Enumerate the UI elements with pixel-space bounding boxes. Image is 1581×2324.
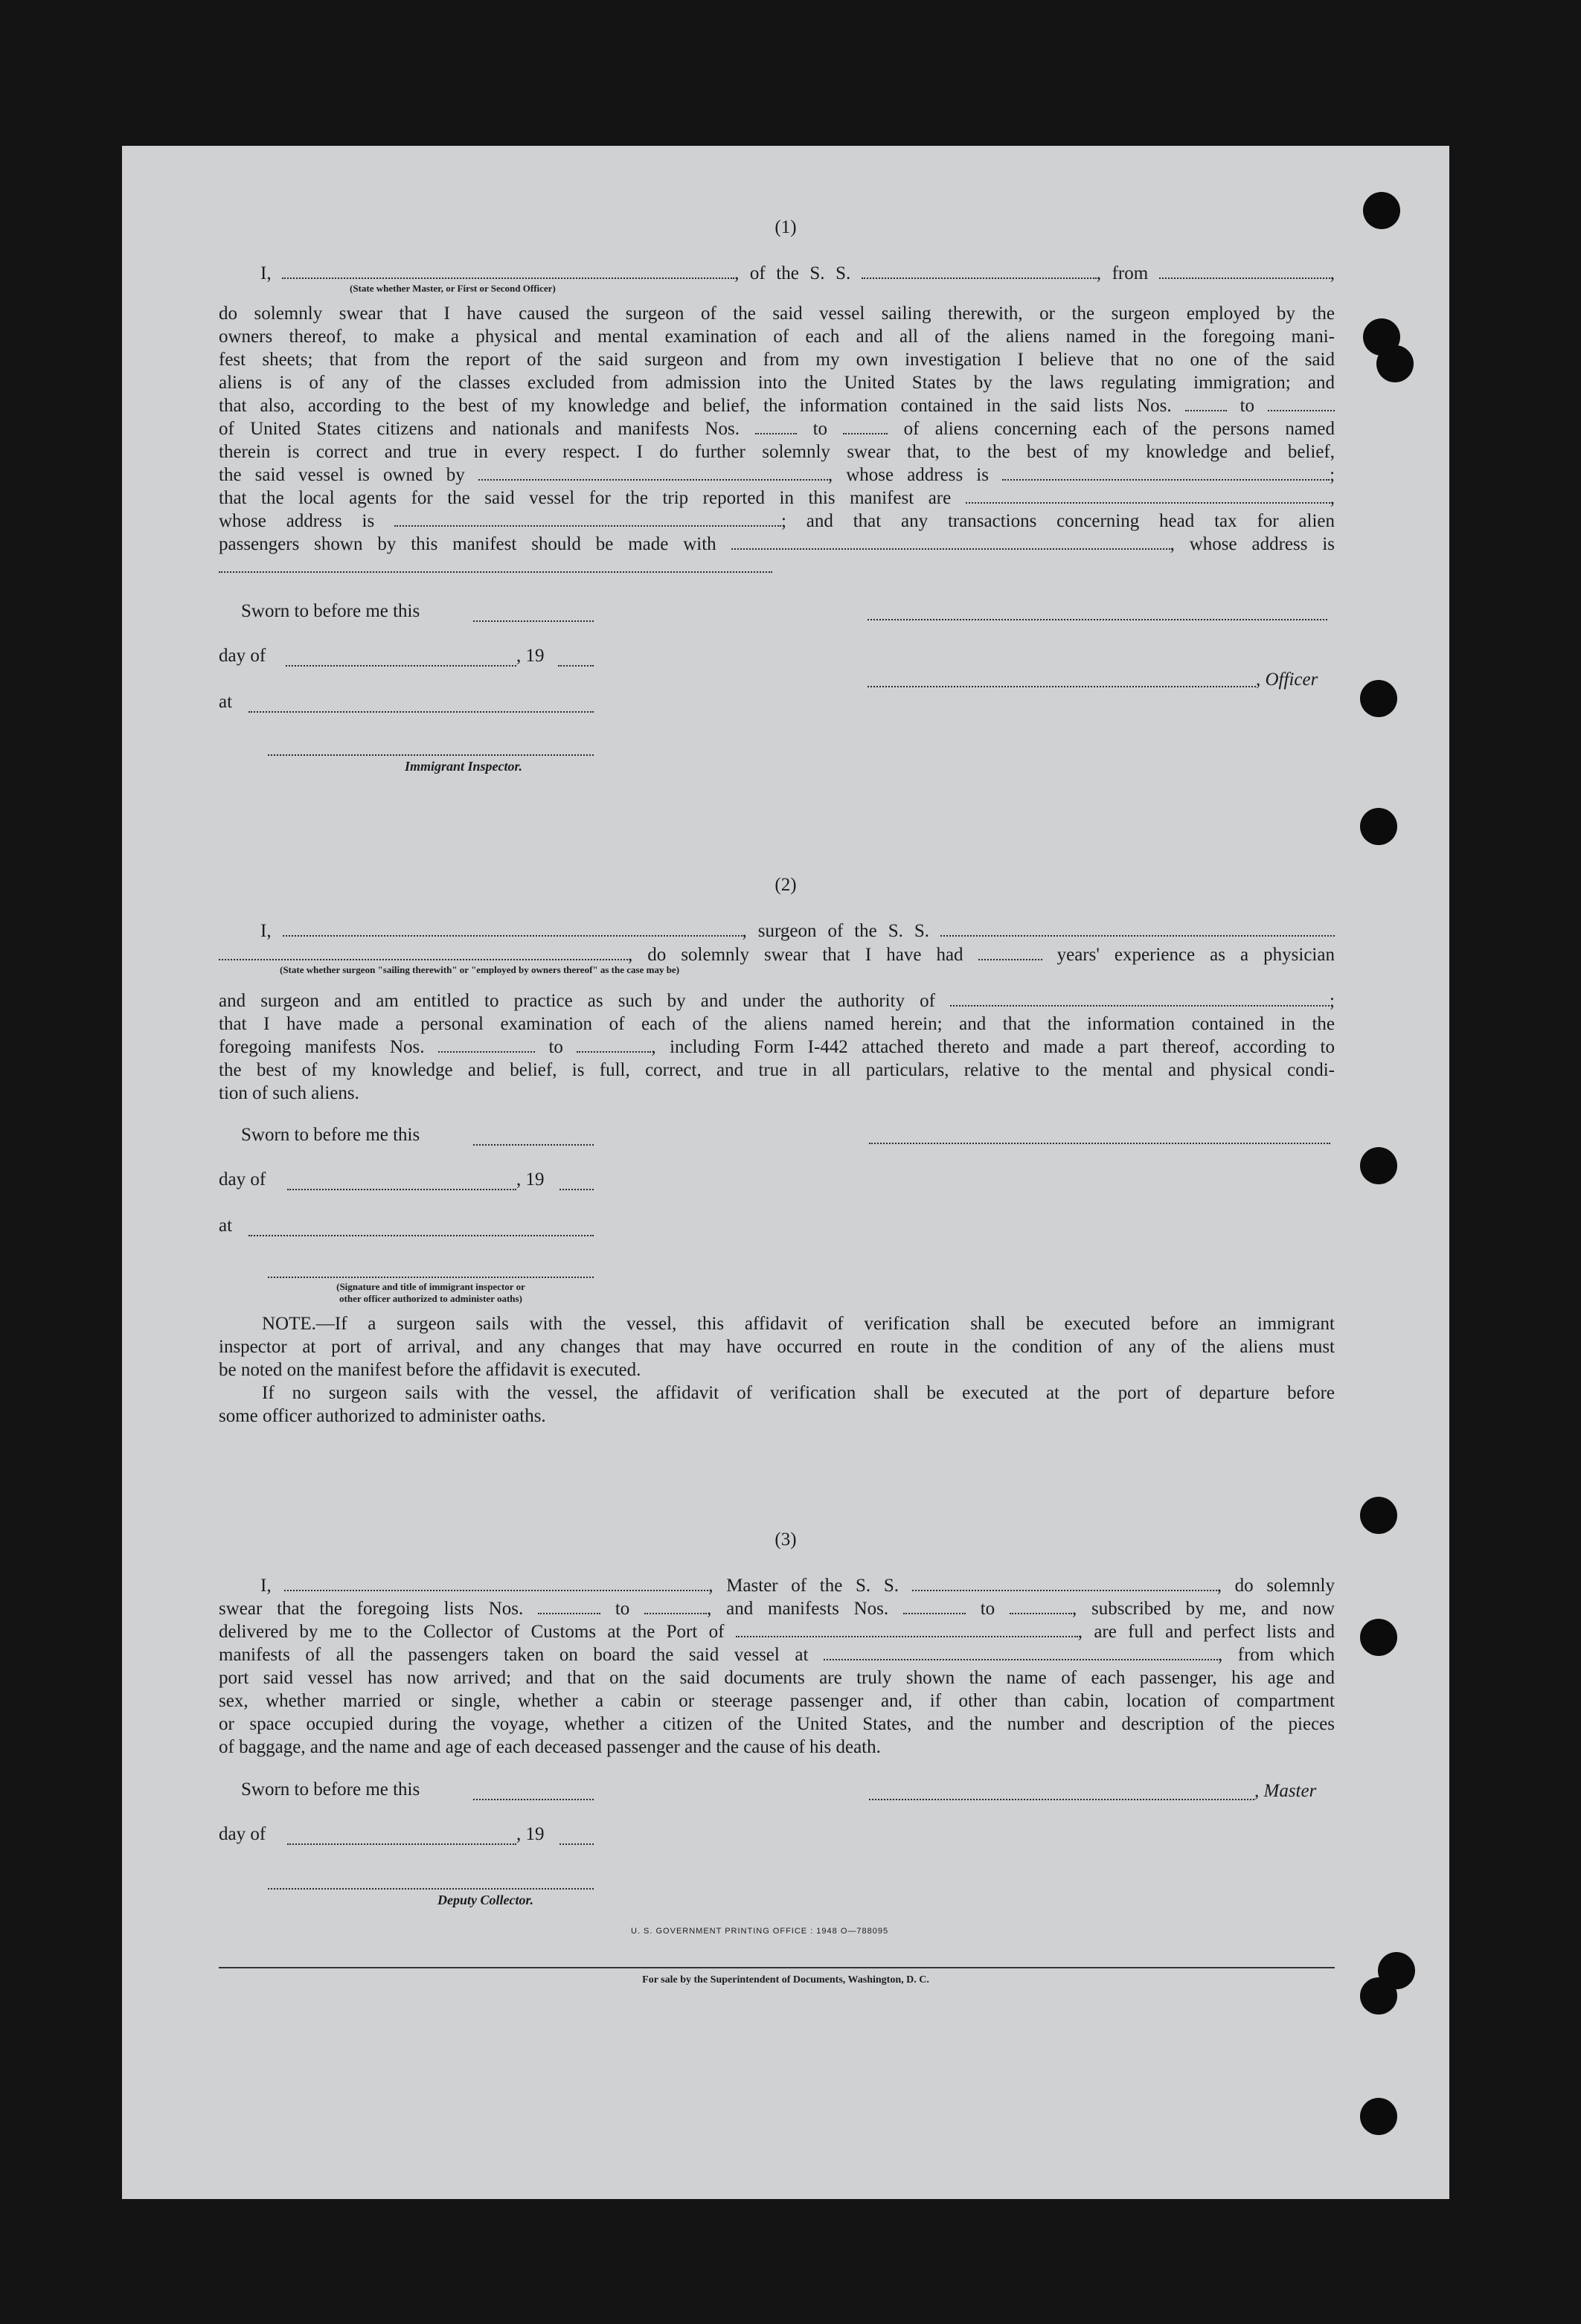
years-experience-field[interactable] — [978, 944, 1042, 960]
binder-hole-7 — [1360, 1497, 1397, 1534]
sec3-line-6: sex, whether married or single, whether a cabin or steerage passenger and, if other than cabin, location of compartment — [219, 1691, 1335, 1711]
sec3-master-signature-line[interactable] — [869, 1797, 1254, 1800]
surgeon-status-field[interactable] — [219, 944, 628, 960]
sec1-line-11: whose address is ; and that any transactions concerning head tax for alien — [219, 511, 1335, 531]
sec3-lists-from-field[interactable] — [538, 1598, 600, 1614]
sec1-year-field[interactable] — [558, 664, 594, 667]
sec2-manifest-to-field[interactable] — [577, 1036, 651, 1053]
sec1-year-label: , 19 — [516, 646, 545, 666]
sec2-at-field[interactable] — [248, 1233, 594, 1236]
sec2-line-4: that I have made a personal examination of each of the aliens named herein; and that the information contained in the — [219, 1014, 1335, 1034]
surgeon-name-field[interactable] — [283, 920, 743, 937]
sec3-line-3: delivered by me to the Collector of Customs at the Port of , are full and perfect lists and — [219, 1622, 1335, 1642]
binder-hole-11 — [1360, 2098, 1397, 2135]
sec1-at-field[interactable] — [248, 710, 594, 713]
sec1-sub-caption: (State whether Master, or First or Second Officer) — [350, 283, 556, 294]
local-agents-field[interactable] — [966, 487, 1330, 504]
print-office-line: U. S. GOVERNMENT PRINTING OFFICE : 1948 O—788095 — [631, 1927, 889, 1936]
sec2-sig-caption-1: (Signature and title of immigrant inspector or — [336, 1281, 525, 1292]
sec2-year-field[interactable] — [559, 1187, 594, 1190]
sec3-collector-caption: Deputy Collector. — [437, 1893, 533, 1907]
sec1-officer-label: , Officer — [1256, 670, 1318, 690]
binder-hole-4 — [1360, 680, 1397, 717]
sec2-line-2: , do solemnly swear that I have had years' experience as a physician — [219, 943, 1335, 966]
sec3-line-8: of baggage, and the name and age of each deceased passenger and the cause of his death. — [219, 1737, 881, 1757]
section-3-number: (3) — [775, 1529, 797, 1550]
sec3-collector-signature-line[interactable] — [268, 1887, 594, 1890]
sec2-surgeon-signature-line[interactable] — [869, 1141, 1330, 1144]
sec2-sworn-label: Sworn to before me this — [241, 1125, 420, 1145]
sec1-line-8: therein is correct and true in every respect. I do further solemnly swear that, to the best of my knowledge and belief, — [219, 442, 1335, 462]
sec2-day-field[interactable] — [287, 1187, 516, 1190]
sec3-master-label: , Master — [1254, 1781, 1317, 1801]
sec2-day-of-label: day of — [219, 1169, 266, 1190]
sec3-manifests-from-field[interactable] — [903, 1598, 966, 1614]
sec1-officer-signature-line[interactable] — [868, 617, 1327, 620]
sec2-sig-caption-2: other officer authorized to administer oaths) — [339, 1293, 522, 1304]
agents-address-field[interactable] — [394, 510, 781, 527]
sec2-line-7: tion of such aliens. — [219, 1083, 359, 1103]
note-line-5: some officer authorized to administer oaths. — [219, 1406, 546, 1426]
for-sale-line: For sale by the Superintendent of Documents, Washington, D. C. — [642, 1974, 929, 1986]
sec2-sworn-field[interactable] — [473, 1143, 594, 1146]
note-line-4: If no surgeon sails with the vessel, the affidavit of verification shall be executed at the port of departure before — [262, 1383, 1335, 1403]
sec1-line-2: do solemnly swear that I have caused the surgeon of the said vessel sailing therewith, or the surgeon employed by the — [219, 304, 1335, 324]
note-line-3: be noted on the manifest before the affidavit is executed. — [219, 1360, 641, 1380]
sec1-day-of-label: day of — [219, 646, 266, 666]
owner-address-field[interactable] — [1002, 464, 1330, 481]
sec3-line-5: port said vessel has now arrived; and that on the said documents are truly shown the name of each passenger, his age and — [219, 1668, 1335, 1688]
sec2-line-1: I, , surgeon of the S. S. — [260, 919, 1335, 943]
section-1-number: (1) — [775, 217, 797, 237]
manifests-no-to-field[interactable] — [843, 418, 888, 434]
sec2-line-5: foregoing manifests Nos. to , including Form I-442 attached thereto and made a part thereof, according to — [219, 1037, 1335, 1057]
sec1-sworn-field[interactable] — [473, 619, 594, 622]
lists-no-from-field[interactable] — [1185, 395, 1227, 411]
sec1-day-field[interactable] — [286, 664, 516, 667]
head-tax-contact-field[interactable] — [731, 533, 1170, 550]
sec1-sworn-label: Sworn to before me this — [241, 601, 420, 621]
sec1-line-10: that the local agents for the said vessel for the trip reported in this manifest are , — [219, 488, 1335, 508]
vessel-name-field[interactable] — [862, 263, 1097, 279]
embarkation-port-field[interactable] — [824, 1644, 1218, 1660]
sec2-manifest-from-field[interactable] — [438, 1036, 535, 1053]
sec3-manifests-to-field[interactable] — [1010, 1598, 1072, 1614]
license-authority-field[interactable] — [950, 990, 1330, 1007]
sec2-vessel-field[interactable] — [940, 920, 1335, 937]
sec1-line-9: the said vessel is owned by , whose address is ; — [219, 465, 1335, 485]
lists-no-to-field[interactable] — [1268, 395, 1335, 411]
sec1-at-label: at — [219, 692, 233, 712]
sec3-line-7: or space occupied during the voyage, whether a citizen of the United States, and the number and description of the pieces — [219, 1714, 1335, 1734]
note-line-1: NOTE.—If a surgeon sails with the vessel, this affidavit of verification shall be executed before an immigrant — [262, 1314, 1335, 1334]
head-tax-address-field[interactable] — [219, 570, 772, 573]
binder-hole-3 — [1376, 345, 1414, 382]
owner-name-field[interactable] — [478, 464, 828, 481]
sec3-lists-to-field[interactable] — [644, 1598, 707, 1614]
binder-hole-8 — [1360, 1619, 1397, 1656]
sec1-officer-line[interactable] — [868, 684, 1256, 687]
officer-rank-field[interactable] — [282, 263, 734, 279]
sec3-line-2: swear that the foregoing lists Nos. to , and manifests Nos. to , subscribed by me, and now — [219, 1599, 1335, 1619]
manifests-no-from-field[interactable] — [755, 418, 797, 434]
note-line-2: inspector at port of arrival, and any changes that may have occurred en route in the condition of any of the aliens must — [219, 1337, 1335, 1357]
binder-hole-6 — [1360, 1147, 1397, 1184]
footer-rule — [219, 1967, 1335, 1968]
section-2-number: (2) — [775, 875, 797, 895]
sec2-line-3: and surgeon and am entitled to practice as such by and under the authority of ; — [219, 991, 1335, 1011]
binder-hole-5 — [1360, 808, 1397, 845]
sec2-line-6: the best of my knowledge and belief, is full, correct, and true in all particulars, relative to the mental and physical condi- — [219, 1060, 1335, 1080]
sec1-line-5: aliens is of any of the classes excluded from admission into the United States by the laws regulating immigration; and — [219, 373, 1335, 393]
sec2-at-label: at — [219, 1216, 233, 1236]
sec1-inspector-signature-line[interactable] — [268, 753, 594, 756]
sec3-year-label: , 19 — [516, 1824, 545, 1844]
sec2-sub-caption: (State whether surgeon "sailing therewith" or "employed by owners thereof" as the case may be) — [280, 964, 680, 975]
sec2-year-label: , 19 — [516, 1169, 545, 1190]
sec1-inspector-caption: Immigrant Inspector. — [405, 759, 523, 774]
sec3-year-field[interactable] — [559, 1842, 594, 1845]
sec1-line-3: owners thereof, to make a physical and mental examination of each and all of the aliens named in the foregoing mani- — [219, 327, 1335, 347]
sec3-sworn-label: Sworn to before me this — [241, 1779, 420, 1800]
sec3-day-of-label: day of — [219, 1824, 266, 1844]
sec1-line-7: of United States citizens and nationals and manifests Nos. to of aliens concerning each of the persons named — [219, 419, 1335, 439]
sec3-vessel-field[interactable] — [912, 1575, 1217, 1591]
master-name-field[interactable] — [284, 1575, 708, 1591]
form-sheet — [122, 146, 1449, 2199]
sec3-sworn-field[interactable] — [473, 1797, 594, 1800]
sec1-line-1: I, , of the S. S. , from , — [260, 263, 1335, 283]
sec1-line-4: fest sheets; that from the report of the said surgeon and from my own investigation I believe that no one of the said — [219, 350, 1335, 370]
sec2-inspector-signature-line[interactable] — [268, 1275, 594, 1278]
sec3-line-4: manifests of all the passengers taken on board the said vessel at , from which — [219, 1645, 1335, 1665]
sec3-line-1: I, , Master of the S. S. , do solemnly — [260, 1576, 1335, 1596]
customs-port-field[interactable] — [736, 1621, 1078, 1637]
sec1-line-6: that also, according to the best of my knowledge and belief, the information contained in the said lists Nos. to — [219, 394, 1335, 417]
sec1-line-12: passengers shown by this manifest should be made with , whose address is — [219, 534, 1335, 554]
sec3-day-field[interactable] — [287, 1842, 516, 1845]
departure-port-field[interactable] — [1159, 263, 1330, 279]
